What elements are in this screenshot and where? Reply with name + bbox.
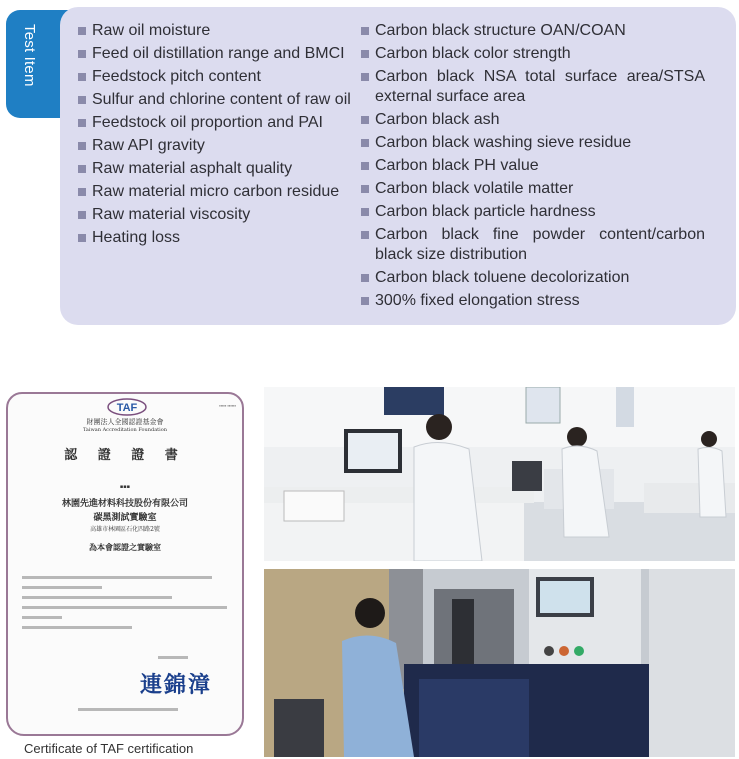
square-bullet-icon [361, 50, 369, 58]
cert-prefix: ▪▪▪ [119, 484, 131, 490]
cert-detail-row [22, 606, 227, 609]
raw-material-test-item [77, 44, 357, 64]
carbon-black-test-item [360, 67, 705, 107]
cert-detail-row [22, 576, 212, 579]
raw-material-test-item [77, 205, 357, 225]
carbon-black-test-item [360, 179, 705, 199]
raw-material-test-list [77, 21, 357, 251]
square-bullet-icon [78, 165, 86, 173]
carbon-black-test-item-label: 300% fixed elongation stress [375, 292, 580, 309]
carbon-black-test-item-label: Carbon black structure OAN/COAN [375, 22, 626, 39]
square-bullet-icon [78, 211, 86, 219]
machine-photo [264, 569, 735, 757]
tab-label: Test Item [21, 24, 38, 87]
carbon-black-test-list [360, 21, 705, 314]
square-bullet-icon [78, 50, 86, 58]
carbon-black-test-item [360, 268, 705, 288]
carbon-black-test-item [360, 110, 705, 130]
square-bullet-icon [78, 27, 86, 35]
cert-date [78, 708, 178, 711]
square-bullet-icon [361, 185, 369, 193]
cert-signature: 連錦漳 [140, 672, 213, 698]
raw-material-test-item-label: Heating loss [92, 229, 181, 246]
carbon-black-test-item-label: Carbon black volatile matter [375, 180, 574, 197]
raw-material-test-item [77, 21, 357, 41]
raw-material-test-item [77, 182, 357, 202]
square-bullet-icon [361, 73, 369, 81]
square-bullet-icon [361, 27, 369, 35]
cert-detail-row [22, 616, 62, 619]
cert-title: 認 證 證 書 [64, 448, 186, 463]
carbon-black-test-item [360, 156, 705, 176]
cert-foundation [8, 418, 242, 433]
carbon-black-test-item [360, 202, 705, 222]
machine-scene-illustration [264, 569, 735, 757]
raw-material-test-item-label: Raw material asphalt quality [92, 160, 293, 177]
square-bullet-icon [78, 234, 86, 242]
carbon-black-test-item-label: Carbon black color strength [375, 45, 571, 62]
raw-material-test-item-label: Raw material micro carbon residue [92, 183, 340, 200]
lab-photo [264, 387, 735, 561]
raw-material-test-item-label: Raw material viscosity [92, 206, 251, 223]
square-bullet-icon [78, 119, 86, 127]
square-bullet-icon [361, 116, 369, 124]
raw-material-test-item [77, 113, 357, 133]
cert-signer-title [158, 656, 188, 659]
carbon-black-test-item-label: Carbon black fine powder content/carbon black size distribution [375, 226, 705, 263]
raw-material-test-item-label: Feedstock pitch content [92, 68, 261, 85]
carbon-black-test-item [360, 21, 705, 41]
raw-material-test-item [77, 67, 357, 87]
square-bullet-icon [361, 274, 369, 282]
cert-foundation-cn: 財團法人全國認證基金會 [86, 418, 164, 426]
cert-company: 林園先進材料科技股份有限公司 [61, 499, 188, 509]
carbon-black-test-item-label: Carbon black washing sieve residue [375, 134, 632, 151]
raw-material-test-item-label: Sulfur and chlorine content of raw oil [92, 91, 351, 108]
square-bullet-icon [78, 188, 86, 196]
square-bullet-icon [361, 162, 369, 170]
raw-material-test-item-label: Feed oil distillation range and BMCI [92, 45, 345, 62]
taf-logo-text: TAF [116, 402, 138, 414]
carbon-black-test-item-label: Carbon black ash [375, 111, 500, 128]
taf-certificate [6, 392, 244, 736]
cert-detail-row [22, 626, 132, 629]
raw-material-test-item-label: Raw API gravity [92, 137, 205, 154]
cert-address: 高雄市林園區石化四路2號 [90, 526, 160, 533]
raw-material-test-item [77, 136, 357, 156]
taf-logo [107, 398, 147, 416]
cert-lab: 碳黑測試實驗室 [93, 513, 157, 523]
carbon-black-test-item [360, 225, 705, 265]
raw-material-test-item-label: Raw oil moisture [92, 22, 211, 39]
raw-material-test-item-label: Feedstock oil proportion and PAI [92, 114, 323, 131]
cert-foundation-en: Taiwan Accreditation Foundation [82, 427, 168, 433]
carbon-black-test-item [360, 291, 705, 311]
square-bullet-icon [78, 96, 86, 104]
test-item-tab [6, 10, 68, 118]
carbon-black-test-item-label: Carbon black toluene decolorization [375, 269, 630, 286]
square-bullet-icon [78, 73, 86, 81]
cert-number: ▪▪▪▪▪ ▪▪▪▪▪▪ [219, 403, 236, 408]
raw-material-test-item [77, 228, 357, 248]
raw-material-test-item [77, 90, 357, 110]
square-bullet-icon [361, 208, 369, 216]
cert-detail-row [22, 596, 172, 599]
square-bullet-icon [361, 139, 369, 147]
square-bullet-icon [78, 142, 86, 150]
carbon-black-test-item-label: Carbon black PH value [375, 157, 539, 174]
square-bullet-icon [361, 231, 369, 239]
carbon-black-test-item-label: Carbon black particle hardness [375, 203, 596, 220]
carbon-black-test-item [360, 133, 705, 153]
carbon-black-test-item [360, 44, 705, 64]
cert-detail-row [22, 586, 102, 589]
lab-scene-illustration [264, 387, 735, 561]
raw-material-test-item [77, 159, 357, 179]
carbon-black-test-item-label: Carbon black NSA total surface area/STSA external surface area [375, 68, 705, 105]
certificate-caption: Certificate of TAF certification [24, 741, 194, 756]
square-bullet-icon [361, 297, 369, 305]
cert-statement: 為本會認證之實驗室 [89, 542, 161, 552]
